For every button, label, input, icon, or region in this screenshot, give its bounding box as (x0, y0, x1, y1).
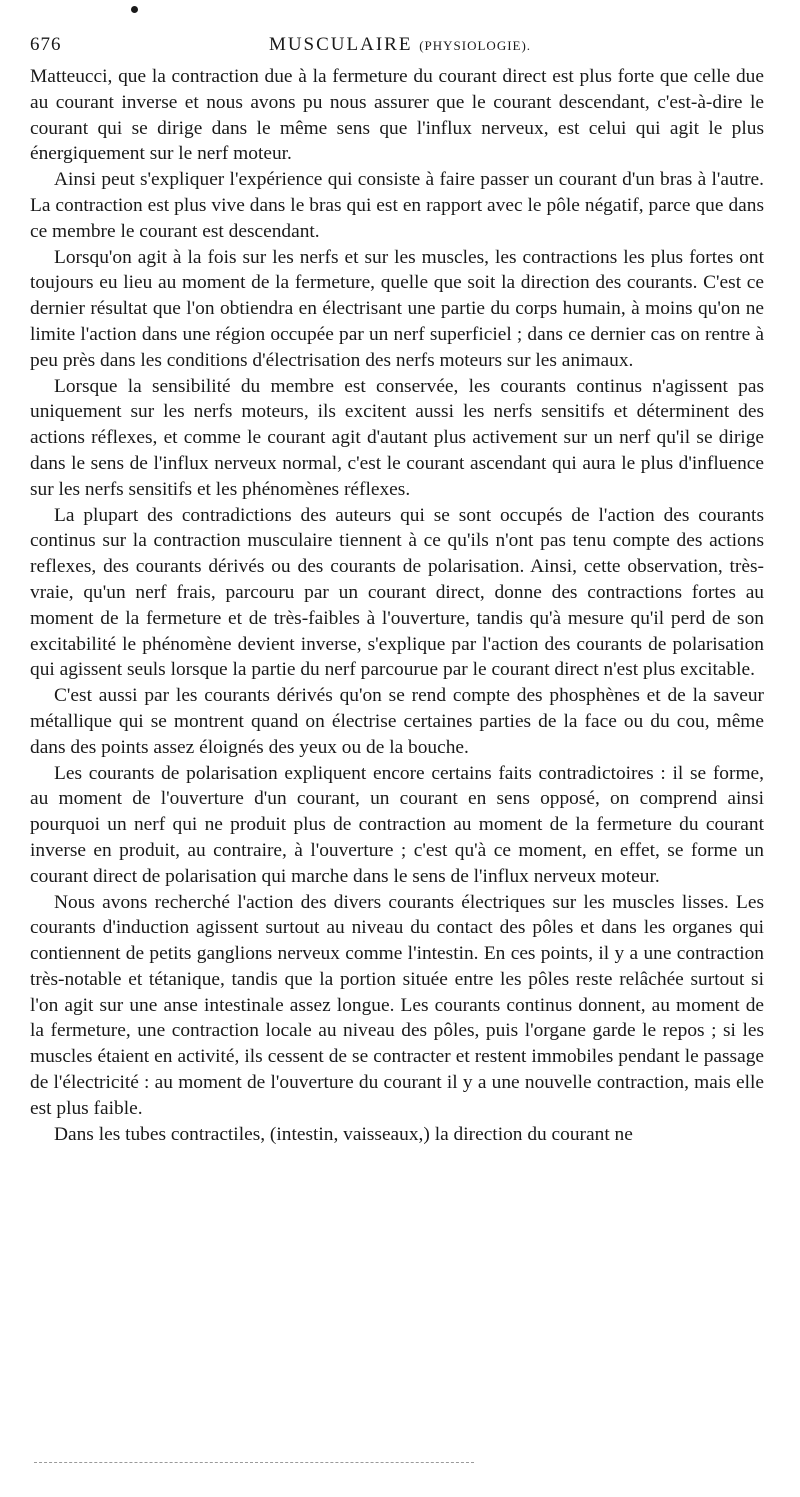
paragraph: Nous avons recherché l'action des divers courants électriques sur les muscles lisses. Les courants d'induction agissent surtout au niveau du contact des pôles et dans les organes qui contiennent de petits ganglions nerveux comme l'intestin. En ces points, il y a une contraction très-notable et tétanique, tandis que la portion située entre les pôles reste relâchée surtout si l'on agit sur une anse intestinale assez longue. Les courants continus donnent, au moment de la fermeture, une contraction locale au niveau des pôles, puis l'organe garde le repos ; si les muscles étaient en activité, ils cessent de se contracter et restent immobiles pendant le passage de l'électricité : au moment de l'ouverture du courant il y a une nouvelle contraction, mais elle est plus faible. (30, 891, 764, 1119)
running-title (30, 34, 770, 56)
ink-speck (131, 6, 138, 13)
paragraph: Dans les tubes contractiles, (intestin, vaisseaux,) la direction du courant ne (54, 1123, 633, 1145)
running-title-subtitle: (PHYSIOLOGIE). (419, 38, 532, 53)
paragraph: Lorsque la sensibilité du membre est conservée, les courants continus n'agissent pas uniquement sur les nerfs moteurs, ils excitent aussi les nerfs sensitifs et déterminent des actions réflexes, et comme le courant agit d'autant plus activement sur un nerf qu'il se dirige dans le sens de l'influx nerveux normal, c'est le courant ascendant qui aura le plus d'influence sur les nerfs sensitifs et les phénomènes réflexes. (30, 375, 764, 500)
body-text (30, 64, 764, 1147)
paragraph: Lorsqu'on agit à la fois sur les nerfs et sur les muscles, les contractions les plus fortes ont toujours eu lieu au moment de la fermeture, quelle que soit la direction des courants. C'est ce dernier résultat que l'on obtiendra en électrisant une partie du corps humain, à moins qu'on ne limite l'action dans une région occupée par un nerf superficiel ; dans ce dernier cas on rentre à peu près dans les conditions d'électrisation des nerfs moteurs sur les animaux. (30, 246, 764, 371)
paragraph: C'est aussi par les courants dérivés qu'on se rend compte des phosphènes et de la saveur métallique qui se montrent quand on électrise certaines parties de la face ou du cou, même dans des points assez éloignés des yeux ou de la bouche. (30, 685, 764, 758)
paragraph: Matteucci, que la contraction due à la fermeture du courant direct est plus forte que celle due au courant inverse et nous avons pu nous assurer que le courant descendant, c'est-à-dire le courant qui se dirige dans le même sens que l'influx nerveux, est celui qui agit le plus énergiquement sur le nerf moteur. (30, 66, 764, 165)
page-number: 676 (30, 34, 62, 55)
footer-rule (34, 1462, 474, 1463)
page-header (30, 34, 770, 60)
paragraph: La plupart des contradictions des auteurs qui se sont occupés de l'action des courants continus sur la contraction musculaire tiennent à ce qu'ils n'ont pas tenu compte des actions reflexes, des courants dérivés ou des courants de polarisation. Ainsi, cette observation, très-vraie, qu'un nerf frais, parcouru par un courant direct, donne des contractions fortes au moment de la fermeture et de très-faibles à l'ouverture, tandis qu'à mesure qu'il perd de son excitabilité le phénomène devient inverse, s'explique par l'action des courants de polarisation qui agissent seuls lorsque la partie du nerf parcourue par le courant direct n'est plus excitable. (30, 504, 764, 681)
paragraph: Ainsi peut s'expliquer l'expérience qui consiste à faire passer un courant d'un bras à l'autre. La contraction est plus vive dans le bras qui est en rapport avec le pôle négatif, parce que dans ce membre le courant est descendant. (30, 169, 764, 242)
paragraph: Les courants de polarisation expliquent encore certains faits contradictoires : il se forme, au moment de l'ouverture d'un courant, un courant en sens opposé, on comprend ainsi pourquoi un nerf qui ne produit plus de contraction au moment de la fermeture du courant inverse en produit, au contraire, à l'ouverture ; c'est qu'à ce moment, en effet, se forme un courant direct de polarisation qui marche dans le sens de l'influx nerveux moteur. (30, 762, 764, 887)
running-title-main: MUSCULAIRE (268, 34, 413, 55)
